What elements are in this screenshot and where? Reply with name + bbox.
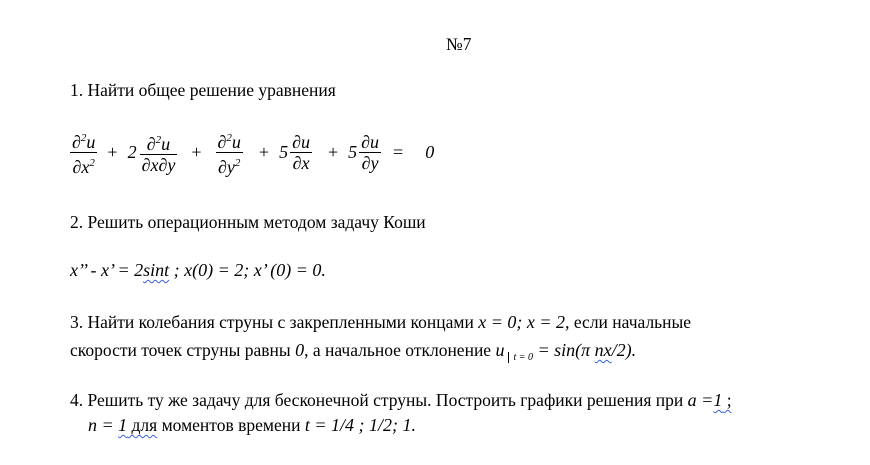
- task3-line1: 3. Найти колебания струны с закрепленными концами x = 0; x = 2, если начальные: [70, 312, 692, 332]
- task4-line1: 4. Решить ту же задачу для бесконечной струны. Построить графики решения при a =1 ;: [70, 390, 732, 410]
- fraction-uyy: $\frac{\partial^2u}{\partial y^2}$: [216, 128, 243, 177]
- plus-sign: +: [258, 142, 270, 162]
- fraction-ux: $\frac{\partial u}{\partial x}$: [292, 132, 310, 173]
- task4-line2: n = 1 для моментов времени t = 1/4 ; 1/2; 1.: [88, 415, 416, 435]
- coef-5b: 5: [348, 142, 358, 162]
- rhs-zero: 0: [425, 142, 435, 162]
- task3-line2: скорости точек струны равны 0, а начальное отклонение u $_{t = 0}$ = sin(π nx/2).: [70, 340, 637, 363]
- task2-text: 2. Решить операционным методом задачу Коши: [70, 212, 426, 232]
- fraction-uxy: $\frac{\partial^2u}{\partial x\partial y}$: [140, 130, 178, 175]
- coef-2: 2: [127, 142, 137, 162]
- plus-sign: +: [191, 142, 202, 162]
- param-a: a =: [687, 390, 714, 410]
- initial-u: u: [495, 340, 505, 360]
- fraction-uxx: $\frac{\partial^2u}{\partial x^2}$: [70, 128, 97, 177]
- problem-number: №7: [446, 34, 472, 54]
- subscript-t0: t = 0: [508, 352, 533, 363]
- time-moments: t = 1/4 ; 1/2; 1.: [304, 415, 416, 435]
- sint-term: sint: [143, 260, 170, 280]
- boundary-conditions: x = 0; x = 2,: [478, 312, 570, 332]
- task1-equation: [70, 128, 434, 177]
- nx-term: nx: [594, 340, 612, 360]
- coef-5a: 5: [279, 142, 289, 162]
- plus-sign: +: [327, 142, 339, 162]
- fraction-uy: $\frac{\partial u}{\partial y}$: [361, 132, 380, 173]
- task1-text: 1. Найти общее решение уравнения: [70, 80, 336, 100]
- param-n-one: 1: [118, 415, 128, 435]
- plus-sign: +: [107, 142, 118, 162]
- equals-sign: =: [393, 142, 404, 162]
- task2-equation: x’’ - x’ = 2sint ; x(0) = 2; x’ (0) = 0.: [70, 260, 326, 280]
